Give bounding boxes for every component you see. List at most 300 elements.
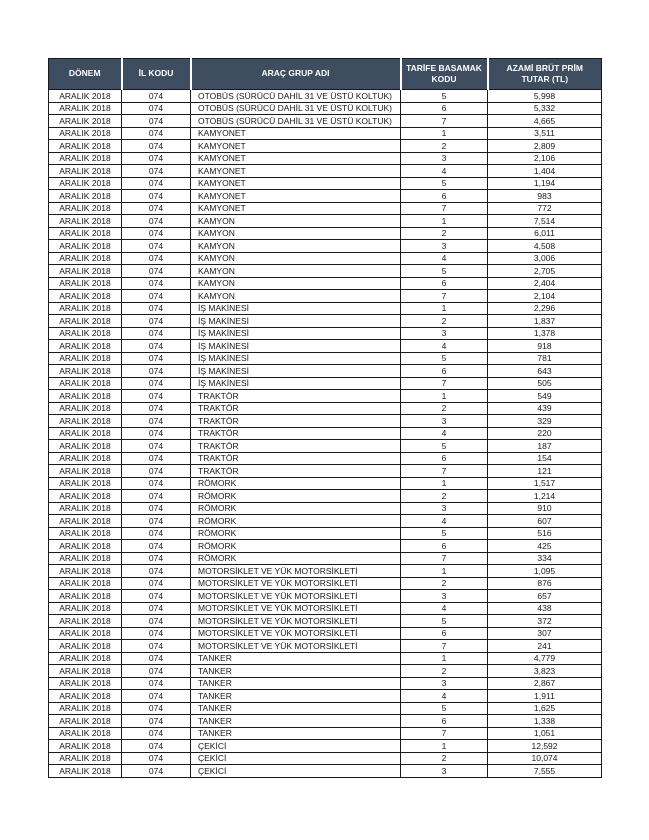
cell-arac: KAMYONET <box>191 190 401 203</box>
cell-arac: ÇEKİCİ <box>191 765 401 778</box>
table-row <box>49 702 602 715</box>
table-row <box>49 577 602 590</box>
cell-donem: ARALIK 2018 <box>49 490 122 503</box>
cell-arac: KAMYON <box>191 265 401 278</box>
table-row <box>49 377 602 390</box>
table-row <box>49 327 602 340</box>
table-row <box>49 202 602 215</box>
cell-il-kodu: 074 <box>122 515 191 528</box>
cell-il-kodu: 074 <box>122 477 191 490</box>
cell-donem: ARALIK 2018 <box>49 102 122 115</box>
cell-donem: ARALIK 2018 <box>49 127 122 140</box>
cell-arac: MOTORSİKLET VE YÜK MOTORSİKLETİ <box>191 615 401 628</box>
cell-tarife-kodu: 4 <box>401 340 488 353</box>
table-row <box>49 477 602 490</box>
cell-donem: ARALIK 2018 <box>49 302 122 315</box>
cell-il-kodu: 074 <box>122 402 191 415</box>
table-row <box>49 652 602 665</box>
cell-donem: ARALIK 2018 <box>49 527 122 540</box>
col-header-donem: DÖNEM <box>49 59 122 90</box>
cell-azami-prim: 1,625 <box>488 702 602 715</box>
cell-tarife-kodu: 2 <box>401 577 488 590</box>
cell-tarife-kodu: 5 <box>401 177 488 190</box>
cell-donem: ARALIK 2018 <box>49 340 122 353</box>
cell-donem: ARALIK 2018 <box>49 165 122 178</box>
cell-azami-prim: 910 <box>488 502 602 515</box>
table-row <box>49 527 602 540</box>
cell-tarife-kodu: 7 <box>401 552 488 565</box>
table-row <box>49 715 602 728</box>
cell-il-kodu: 074 <box>122 365 191 378</box>
cell-azami-prim: 12,592 <box>488 740 602 753</box>
cell-arac: MOTORSİKLET VE YÜK MOTORSİKLETİ <box>191 640 401 653</box>
cell-tarife-kodu: 5 <box>401 352 488 365</box>
cell-tarife-kodu: 2 <box>401 402 488 415</box>
cell-tarife-kodu: 7 <box>401 377 488 390</box>
cell-azami-prim: 121 <box>488 465 602 478</box>
cell-il-kodu: 074 <box>122 490 191 503</box>
cell-azami-prim: 4,779 <box>488 652 602 665</box>
table-body <box>49 90 602 778</box>
table-row <box>49 677 602 690</box>
cell-il-kodu: 074 <box>122 440 191 453</box>
cell-donem: ARALIK 2018 <box>49 390 122 403</box>
table-row <box>49 252 602 265</box>
cell-arac: KAMYONET <box>191 140 401 153</box>
cell-tarife-kodu: 5 <box>401 702 488 715</box>
cell-il-kodu: 074 <box>122 615 191 628</box>
cell-arac: RÖMORK <box>191 540 401 553</box>
cell-il-kodu: 074 <box>122 327 191 340</box>
cell-azami-prim: 876 <box>488 577 602 590</box>
cell-il-kodu: 074 <box>122 240 191 253</box>
table-row <box>49 352 602 365</box>
table-row <box>49 165 602 178</box>
col-header-il-kodu: İL KODU <box>122 59 191 90</box>
cell-azami-prim: 772 <box>488 202 602 215</box>
cell-il-kodu: 074 <box>122 627 191 640</box>
cell-donem: ARALIK 2018 <box>49 677 122 690</box>
cell-azami-prim: 1,338 <box>488 715 602 728</box>
cell-tarife-kodu: 5 <box>401 440 488 453</box>
cell-tarife-kodu: 7 <box>401 640 488 653</box>
cell-tarife-kodu: 3 <box>401 590 488 603</box>
cell-donem: ARALIK 2018 <box>49 90 122 103</box>
table-row <box>49 277 602 290</box>
cell-tarife-kodu: 6 <box>401 102 488 115</box>
table-row <box>49 227 602 240</box>
cell-donem: ARALIK 2018 <box>49 752 122 765</box>
cell-azami-prim: 516 <box>488 527 602 540</box>
cell-arac: MOTORSİKLET VE YÜK MOTORSİKLETİ <box>191 627 401 640</box>
cell-arac: RÖMORK <box>191 527 401 540</box>
cell-il-kodu: 074 <box>122 377 191 390</box>
cell-arac: MOTORSİKLET VE YÜK MOTORSİKLETİ <box>191 565 401 578</box>
cell-azami-prim: 2,404 <box>488 277 602 290</box>
cell-arac: RÖMORK <box>191 490 401 503</box>
cell-azami-prim: 3,511 <box>488 127 602 140</box>
cell-tarife-kodu: 3 <box>401 152 488 165</box>
cell-tarife-kodu: 3 <box>401 415 488 428</box>
cell-donem: ARALIK 2018 <box>49 190 122 203</box>
cell-arac: İŞ MAKİNESİ <box>191 352 401 365</box>
cell-azami-prim: 10,074 <box>488 752 602 765</box>
cell-tarife-kodu: 3 <box>401 240 488 253</box>
cell-azami-prim: 5,332 <box>488 102 602 115</box>
cell-il-kodu: 074 <box>122 290 191 303</box>
cell-il-kodu: 074 <box>122 502 191 515</box>
cell-donem: ARALIK 2018 <box>49 540 122 553</box>
cell-arac: KAMYONET <box>191 165 401 178</box>
table-row <box>49 290 602 303</box>
cell-tarife-kodu: 2 <box>401 752 488 765</box>
cell-arac: KAMYONET <box>191 202 401 215</box>
cell-azami-prim: 438 <box>488 602 602 615</box>
cell-azami-prim: 2,106 <box>488 152 602 165</box>
cell-azami-prim: 2,705 <box>488 265 602 278</box>
cell-azami-prim: 607 <box>488 515 602 528</box>
table-row <box>49 540 602 553</box>
cell-tarife-kodu: 4 <box>401 602 488 615</box>
cell-donem: ARALIK 2018 <box>49 115 122 128</box>
cell-tarife-kodu: 1 <box>401 740 488 753</box>
table-row <box>49 215 602 228</box>
tariff-table <box>48 58 602 778</box>
cell-arac: TANKER <box>191 727 401 740</box>
table-header-row <box>49 59 602 90</box>
table-row <box>49 390 602 403</box>
cell-azami-prim: 2,104 <box>488 290 602 303</box>
table-row <box>49 690 602 703</box>
cell-il-kodu: 074 <box>122 702 191 715</box>
cell-azami-prim: 3,006 <box>488 252 602 265</box>
cell-tarife-kodu: 7 <box>401 202 488 215</box>
cell-il-kodu: 074 <box>122 140 191 153</box>
cell-il-kodu: 074 <box>122 227 191 240</box>
table-row <box>49 727 602 740</box>
table-row <box>49 552 602 565</box>
cell-il-kodu: 074 <box>122 127 191 140</box>
cell-donem: ARALIK 2018 <box>49 690 122 703</box>
cell-donem: ARALIK 2018 <box>49 402 122 415</box>
cell-arac: RÖMORK <box>191 515 401 528</box>
cell-arac: ÇEKİCİ <box>191 740 401 753</box>
cell-tarife-kodu: 1 <box>401 652 488 665</box>
table-row <box>49 490 602 503</box>
cell-donem: ARALIK 2018 <box>49 202 122 215</box>
cell-tarife-kodu: 2 <box>401 665 488 678</box>
cell-azami-prim: 505 <box>488 377 602 390</box>
cell-il-kodu: 074 <box>122 427 191 440</box>
cell-donem: ARALIK 2018 <box>49 702 122 715</box>
cell-donem: ARALIK 2018 <box>49 327 122 340</box>
cell-tarife-kodu: 6 <box>401 277 488 290</box>
cell-tarife-kodu: 3 <box>401 327 488 340</box>
cell-donem: ARALIK 2018 <box>49 765 122 778</box>
table-row <box>49 240 602 253</box>
cell-azami-prim: 1,404 <box>488 165 602 178</box>
cell-donem: ARALIK 2018 <box>49 177 122 190</box>
cell-il-kodu: 074 <box>122 177 191 190</box>
cell-arac: TANKER <box>191 677 401 690</box>
cell-arac: TRAKTÖR <box>191 415 401 428</box>
cell-tarife-kodu: 6 <box>401 627 488 640</box>
cell-donem: ARALIK 2018 <box>49 240 122 253</box>
table-row <box>49 590 602 603</box>
cell-azami-prim: 1,517 <box>488 477 602 490</box>
cell-azami-prim: 983 <box>488 190 602 203</box>
cell-donem: ARALIK 2018 <box>49 515 122 528</box>
cell-arac: TRAKTÖR <box>191 440 401 453</box>
cell-il-kodu: 074 <box>122 415 191 428</box>
cell-il-kodu: 074 <box>122 390 191 403</box>
cell-arac: İŞ MAKİNESİ <box>191 365 401 378</box>
table-row <box>49 140 602 153</box>
cell-donem: ARALIK 2018 <box>49 640 122 653</box>
cell-donem: ARALIK 2018 <box>49 577 122 590</box>
cell-arac: TRAKTÖR <box>191 427 401 440</box>
cell-donem: ARALIK 2018 <box>49 440 122 453</box>
cell-tarife-kodu: 4 <box>401 427 488 440</box>
table-row <box>49 615 602 628</box>
cell-il-kodu: 074 <box>122 527 191 540</box>
cell-tarife-kodu: 7 <box>401 290 488 303</box>
cell-tarife-kodu: 6 <box>401 540 488 553</box>
cell-arac: KAMYONET <box>191 177 401 190</box>
cell-il-kodu: 074 <box>122 640 191 653</box>
cell-arac: KAMYON <box>191 277 401 290</box>
cell-tarife-kodu: 2 <box>401 227 488 240</box>
table-row <box>49 565 602 578</box>
cell-arac: OTOBÜS (SÜRÜCÜ DAHİL 31 VE ÜSTÜ KOLTUK) <box>191 102 401 115</box>
cell-tarife-kodu: 3 <box>401 502 488 515</box>
col-header-azami-brut-prim: AZAMİ BRÜT PRİM TUTAR (TL) <box>488 59 602 90</box>
cell-tarife-kodu: 4 <box>401 252 488 265</box>
cell-tarife-kodu: 4 <box>401 515 488 528</box>
cell-azami-prim: 329 <box>488 415 602 428</box>
cell-tarife-kodu: 1 <box>401 390 488 403</box>
cell-tarife-kodu: 6 <box>401 452 488 465</box>
cell-donem: ARALIK 2018 <box>49 365 122 378</box>
table-row <box>49 127 602 140</box>
cell-il-kodu: 074 <box>122 577 191 590</box>
cell-il-kodu: 074 <box>122 752 191 765</box>
cell-il-kodu: 074 <box>122 690 191 703</box>
cell-arac: TRAKTÖR <box>191 452 401 465</box>
cell-tarife-kodu: 4 <box>401 690 488 703</box>
cell-azami-prim: 4,665 <box>488 115 602 128</box>
cell-donem: ARALIK 2018 <box>49 315 122 328</box>
cell-il-kodu: 074 <box>122 465 191 478</box>
cell-arac: İŞ MAKİNESİ <box>191 315 401 328</box>
table-row <box>49 265 602 278</box>
cell-arac: KAMYON <box>191 290 401 303</box>
table-row <box>49 190 602 203</box>
cell-arac: RÖMORK <box>191 477 401 490</box>
cell-tarife-kodu: 1 <box>401 215 488 228</box>
cell-donem: ARALIK 2018 <box>49 477 122 490</box>
table-row <box>49 315 602 328</box>
cell-azami-prim: 918 <box>488 340 602 353</box>
cell-arac: TRAKTÖR <box>191 390 401 403</box>
cell-tarife-kodu: 3 <box>401 677 488 690</box>
table-row <box>49 602 602 615</box>
table-row <box>49 427 602 440</box>
cell-il-kodu: 074 <box>122 265 191 278</box>
cell-il-kodu: 074 <box>122 765 191 778</box>
cell-il-kodu: 074 <box>122 452 191 465</box>
cell-tarife-kodu: 5 <box>401 90 488 103</box>
cell-tarife-kodu: 7 <box>401 115 488 128</box>
cell-donem: ARALIK 2018 <box>49 615 122 628</box>
cell-tarife-kodu: 6 <box>401 365 488 378</box>
cell-tarife-kodu: 5 <box>401 615 488 628</box>
cell-donem: ARALIK 2018 <box>49 452 122 465</box>
table-row <box>49 752 602 765</box>
cell-azami-prim: 7,514 <box>488 215 602 228</box>
cell-azami-prim: 334 <box>488 552 602 565</box>
cell-il-kodu: 074 <box>122 302 191 315</box>
cell-arac: KAMYON <box>191 227 401 240</box>
cell-donem: ARALIK 2018 <box>49 652 122 665</box>
cell-donem: ARALIK 2018 <box>49 152 122 165</box>
cell-il-kodu: 074 <box>122 252 191 265</box>
cell-azami-prim: 657 <box>488 590 602 603</box>
cell-donem: ARALIK 2018 <box>49 140 122 153</box>
cell-il-kodu: 074 <box>122 540 191 553</box>
cell-il-kodu: 074 <box>122 102 191 115</box>
cell-arac: TANKER <box>191 690 401 703</box>
cell-azami-prim: 1,194 <box>488 177 602 190</box>
cell-il-kodu: 074 <box>122 652 191 665</box>
cell-il-kodu: 074 <box>122 740 191 753</box>
cell-arac: MOTORSİKLET VE YÜK MOTORSİKLETİ <box>191 577 401 590</box>
col-header-tarife-basamak-kodu: TARİFE BASAMAK KODU <box>401 59 488 90</box>
cell-donem: ARALIK 2018 <box>49 740 122 753</box>
table-row <box>49 177 602 190</box>
table-row <box>49 765 602 778</box>
cell-azami-prim: 220 <box>488 427 602 440</box>
cell-azami-prim: 154 <box>488 452 602 465</box>
cell-azami-prim: 1,837 <box>488 315 602 328</box>
table-row <box>49 102 602 115</box>
cell-arac: TANKER <box>191 652 401 665</box>
cell-azami-prim: 549 <box>488 390 602 403</box>
cell-tarife-kodu: 1 <box>401 477 488 490</box>
cell-donem: ARALIK 2018 <box>49 215 122 228</box>
cell-il-kodu: 074 <box>122 352 191 365</box>
cell-il-kodu: 074 <box>122 552 191 565</box>
cell-azami-prim: 4,508 <box>488 240 602 253</box>
cell-azami-prim: 1,095 <box>488 565 602 578</box>
cell-tarife-kodu: 4 <box>401 165 488 178</box>
cell-donem: ARALIK 2018 <box>49 715 122 728</box>
cell-azami-prim: 781 <box>488 352 602 365</box>
cell-donem: ARALIK 2018 <box>49 502 122 515</box>
cell-arac: KAMYON <box>191 252 401 265</box>
cell-donem: ARALIK 2018 <box>49 227 122 240</box>
cell-tarife-kodu: 5 <box>401 527 488 540</box>
cell-tarife-kodu: 2 <box>401 490 488 503</box>
cell-il-kodu: 074 <box>122 727 191 740</box>
cell-azami-prim: 425 <box>488 540 602 553</box>
cell-azami-prim: 1,214 <box>488 490 602 503</box>
cell-tarife-kodu: 2 <box>401 315 488 328</box>
cell-azami-prim: 1,378 <box>488 327 602 340</box>
cell-donem: ARALIK 2018 <box>49 427 122 440</box>
cell-donem: ARALIK 2018 <box>49 727 122 740</box>
cell-donem: ARALIK 2018 <box>49 602 122 615</box>
table-row <box>49 452 602 465</box>
table-row <box>49 627 602 640</box>
table-row <box>49 90 602 103</box>
table-row <box>49 340 602 353</box>
cell-tarife-kodu: 1 <box>401 127 488 140</box>
cell-azami-prim: 1,911 <box>488 690 602 703</box>
cell-il-kodu: 074 <box>122 715 191 728</box>
cell-donem: ARALIK 2018 <box>49 465 122 478</box>
cell-arac: KAMYONET <box>191 127 401 140</box>
cell-arac: KAMYON <box>191 240 401 253</box>
cell-donem: ARALIK 2018 <box>49 377 122 390</box>
cell-tarife-kodu: 1 <box>401 565 488 578</box>
cell-il-kodu: 074 <box>122 115 191 128</box>
cell-tarife-kodu: 6 <box>401 190 488 203</box>
cell-donem: ARALIK 2018 <box>49 265 122 278</box>
table-row <box>49 302 602 315</box>
table-row <box>49 402 602 415</box>
cell-azami-prim: 372 <box>488 615 602 628</box>
cell-tarife-kodu: 6 <box>401 715 488 728</box>
cell-arac: İŞ MAKİNESİ <box>191 327 401 340</box>
table-row <box>49 740 602 753</box>
cell-azami-prim: 7,555 <box>488 765 602 778</box>
cell-donem: ARALIK 2018 <box>49 252 122 265</box>
cell-azami-prim: 2,809 <box>488 140 602 153</box>
cell-arac: KAMYONET <box>191 152 401 165</box>
cell-tarife-kodu: 2 <box>401 140 488 153</box>
cell-arac: İŞ MAKİNESİ <box>191 377 401 390</box>
cell-arac: ÇEKİCİ <box>191 752 401 765</box>
cell-tarife-kodu: 3 <box>401 765 488 778</box>
table-row <box>49 502 602 515</box>
table-row <box>49 415 602 428</box>
cell-tarife-kodu: 1 <box>401 302 488 315</box>
cell-azami-prim: 643 <box>488 365 602 378</box>
cell-donem: ARALIK 2018 <box>49 565 122 578</box>
cell-il-kodu: 074 <box>122 590 191 603</box>
cell-il-kodu: 074 <box>122 165 191 178</box>
cell-il-kodu: 074 <box>122 215 191 228</box>
cell-donem: ARALIK 2018 <box>49 352 122 365</box>
cell-azami-prim: 5,998 <box>488 90 602 103</box>
cell-tarife-kodu: 5 <box>401 265 488 278</box>
cell-azami-prim: 3,823 <box>488 665 602 678</box>
cell-azami-prim: 2,296 <box>488 302 602 315</box>
cell-tarife-kodu: 7 <box>401 727 488 740</box>
cell-arac: TANKER <box>191 702 401 715</box>
cell-azami-prim: 307 <box>488 627 602 640</box>
cell-azami-prim: 241 <box>488 640 602 653</box>
cell-arac: TANKER <box>191 665 401 678</box>
cell-donem: ARALIK 2018 <box>49 290 122 303</box>
cell-arac: TANKER <box>191 715 401 728</box>
cell-arac: İŞ MAKİNESİ <box>191 302 401 315</box>
table-row <box>49 640 602 653</box>
table-row <box>49 115 602 128</box>
cell-il-kodu: 074 <box>122 665 191 678</box>
cell-il-kodu: 074 <box>122 677 191 690</box>
